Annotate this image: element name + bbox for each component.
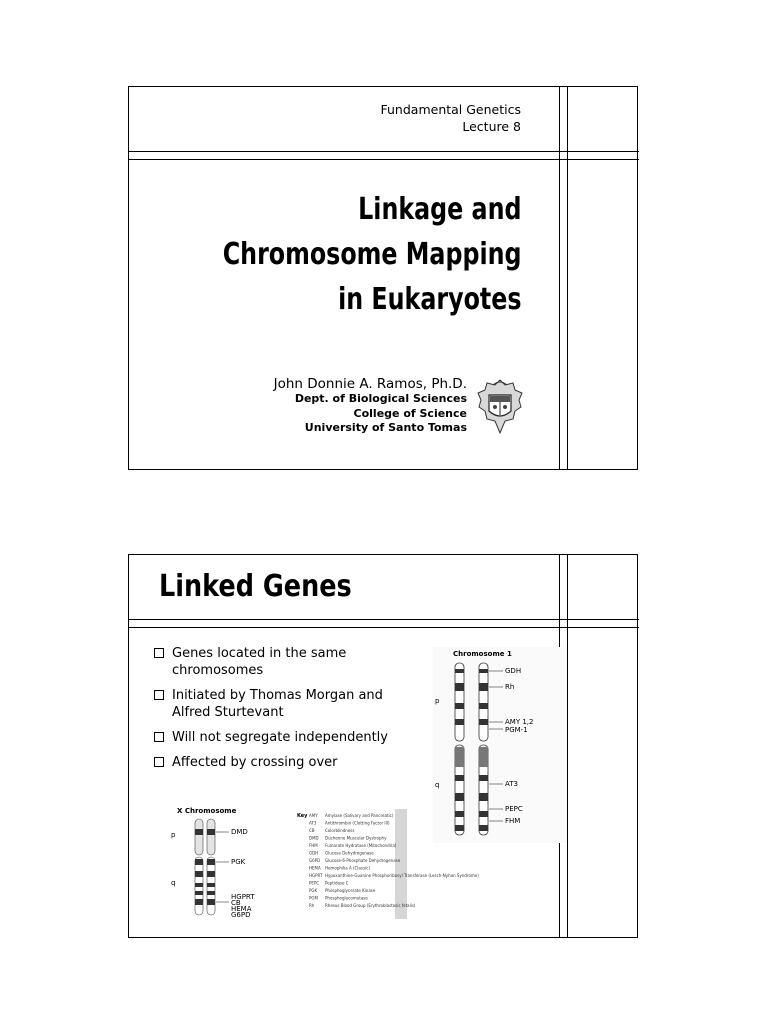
- gene-label: PEPC: [505, 805, 523, 813]
- affiliation-line: University of Santo Tomas: [304, 421, 467, 434]
- affiliation-line: College of Science: [353, 406, 467, 420]
- key-description: Glucose Dehydrogenase: [325, 850, 374, 856]
- slide-border-line: [567, 87, 568, 469]
- arm-p-label: p: [171, 831, 176, 839]
- slide-title: [222, 187, 521, 322]
- arm-p-label: p: [435, 697, 440, 705]
- key-description: Antithrombin (Clotting Factor III): [325, 820, 390, 826]
- key-description: Fumarate Hydratase (Mitochondria): [325, 843, 397, 848]
- slide-border-line: [559, 87, 560, 469]
- key-abbrev: G6PD: [309, 858, 321, 863]
- key-abbrev: AT3: [309, 820, 317, 826]
- key-abbrev: GDH: [309, 850, 319, 856]
- lecture-number: Lecture 8: [462, 119, 521, 134]
- gene-label: GDH: [505, 667, 522, 675]
- key-description: Hypoxanthine-Guanine Phosphoribosyl Transferase (Lesch-Nyhan Syndrome): [325, 873, 479, 878]
- gene-label: PGK: [231, 858, 246, 866]
- key-abbrev: CB: [309, 828, 315, 833]
- slide-border-line: [567, 555, 568, 937]
- bullet-text: Initiated by Thomas Morgan and Alfred Sturtevant: [172, 688, 383, 720]
- bullet-text: Genes located in the same chromosomes: [172, 646, 347, 678]
- chromosome-1-diagram: [433, 647, 567, 843]
- key-description: Duchenne Muscular Dystrophy: [325, 835, 387, 841]
- key-abbrev: DMD: [309, 835, 319, 841]
- bullet-text: Will not segregate independently: [172, 730, 388, 745]
- slide-title: Linked Genes: [159, 569, 352, 604]
- bullet-item: [154, 687, 394, 721]
- checkbox-bullet-icon: [154, 648, 164, 658]
- key-abbrev: AMY: [309, 813, 318, 818]
- key-label: Key: [297, 813, 308, 819]
- checkbox-bullet-icon: [154, 757, 164, 767]
- key-abbrev: HGPRT: [309, 873, 323, 878]
- course-header: [381, 101, 522, 135]
- key-abbrev: HEMA: [309, 865, 321, 871]
- key-description: Amylase (Salivary and Pancreatic): [325, 813, 394, 818]
- gene-label: FHM: [505, 817, 521, 825]
- gene-label: DMD: [231, 828, 248, 836]
- title-line: in Eukaryotes: [337, 282, 521, 317]
- key-abbrev: PGM: [309, 895, 318, 901]
- bullet-text: Affected by crossing over: [172, 755, 338, 770]
- gene-label: CB: [231, 899, 241, 907]
- title-line: Linkage and: [357, 192, 521, 227]
- title-line: Chromosome Mapping: [222, 237, 521, 272]
- affiliation-line: Dept. of Biological Sciences: [294, 392, 467, 405]
- arm-q-label: q: [171, 879, 176, 887]
- checkbox-bullet-icon: [154, 690, 164, 700]
- key-abbrev: Rh: [309, 903, 315, 908]
- gene-label: HGPRT: [231, 893, 255, 901]
- key-description: Phosphoglucomutase: [325, 895, 368, 901]
- bullet-list: [154, 645, 394, 779]
- key-description: Colorblindness: [325, 828, 355, 833]
- author-name: John Donnie A. Ramos, Ph.D.: [273, 376, 467, 392]
- course-name: Fundamental Genetics: [380, 102, 521, 117]
- linked-genes-slide: [128, 554, 638, 938]
- checkbox-bullet-icon: [154, 732, 164, 742]
- slide-divider: [129, 151, 639, 152]
- university-seal-icon: [475, 377, 525, 437]
- slide-divider: [129, 159, 639, 160]
- key-description: Glucose-6-Phosphate Dehydrogenase: [325, 858, 401, 863]
- bullet-item: [154, 754, 394, 771]
- arm-q-label: q: [435, 781, 440, 789]
- key-abbrev: PEPC: [309, 880, 320, 886]
- affiliation: [295, 392, 467, 436]
- slide-divider: [129, 619, 639, 620]
- title-slide: [128, 86, 638, 470]
- x-chromosome-diagram: [169, 805, 279, 919]
- key-description: Peptidase C: [325, 880, 349, 886]
- gene-label: AT3: [505, 780, 518, 788]
- gene-label: HEMA: [231, 905, 252, 913]
- x-chromosome-label: X Chromosome: [177, 807, 237, 815]
- gene-label: G6PD: [231, 911, 251, 919]
- key-description: Rhesus Blood Group (Erythroblastosis fetalis): [325, 903, 416, 908]
- gene-key-table: [295, 809, 479, 919]
- bullet-item: [154, 645, 394, 679]
- key-description: Hemophilia A (Classic): [325, 865, 370, 871]
- gene-label: PGM-1: [505, 726, 528, 734]
- gene-label: Rh: [505, 683, 515, 691]
- chromosome-1-label: Chromosome 1: [453, 650, 512, 658]
- slide-divider: [129, 627, 639, 628]
- key-abbrev: PGK: [309, 888, 318, 893]
- bullet-item: [154, 729, 394, 746]
- key-abbrev: FHM: [309, 843, 318, 848]
- gene-label: AMY 1,2: [505, 718, 534, 726]
- key-description: Phosphoglycerate Kinase: [325, 888, 376, 893]
